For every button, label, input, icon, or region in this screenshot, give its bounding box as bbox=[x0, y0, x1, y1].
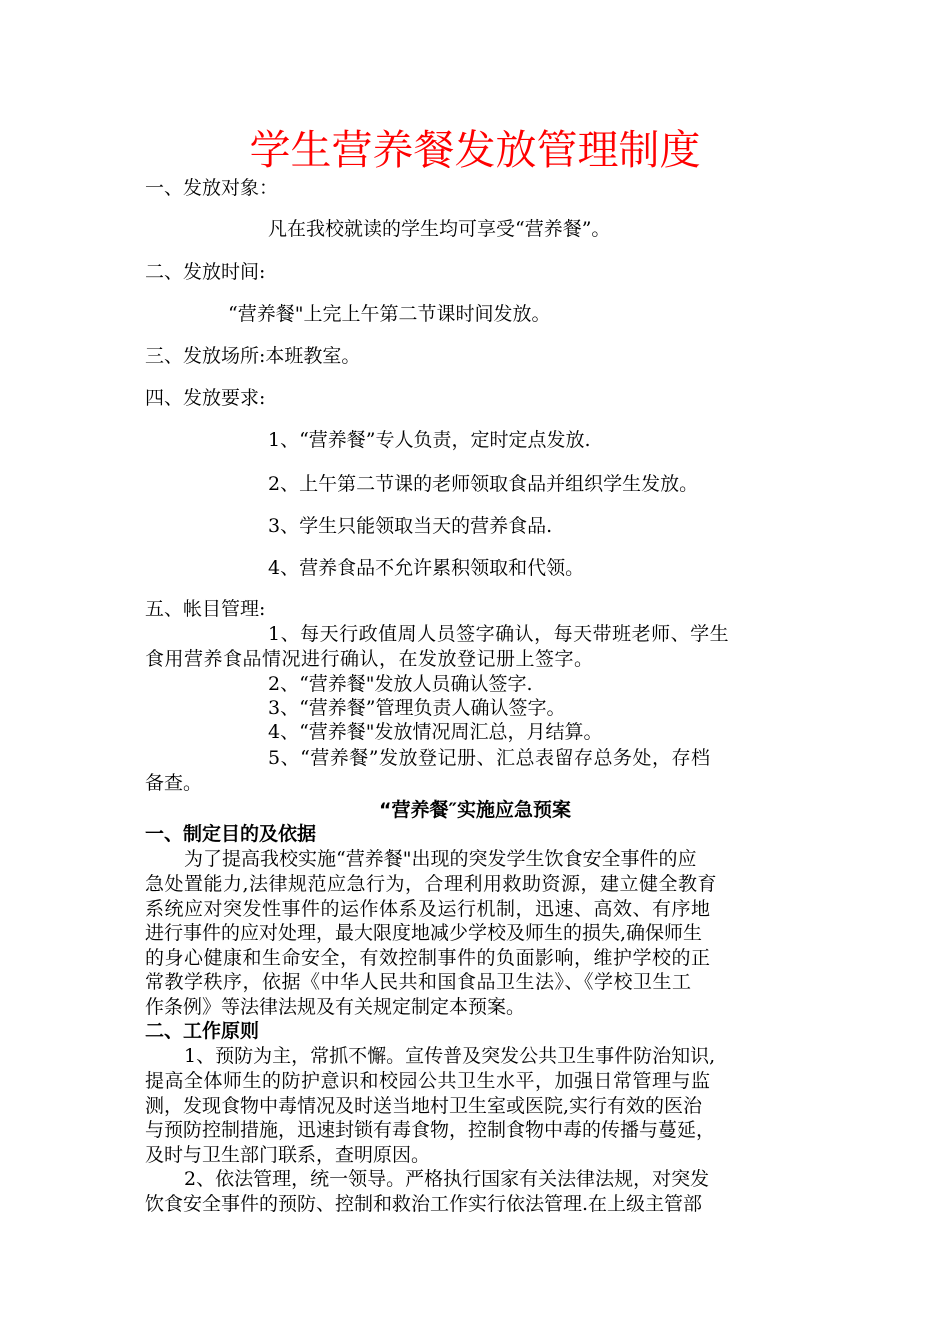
purpose-line: 的身心健康和生命安全，有效控制事件的负面影响，维护学校的正 bbox=[145, 947, 711, 969]
principles-line: 及时与卫生部门联系，查明原因。 bbox=[145, 1144, 431, 1166]
section-heading-recipients: 一、发放对象： bbox=[145, 177, 279, 199]
principles-line: 2、依法管理，统一领导。严格执行国家有关法律法规，对突发 bbox=[184, 1168, 710, 1190]
paragraph-time: “营养餐"上完上午第二节课时间发放。 bbox=[228, 303, 551, 325]
accounts-line: 1、每天行政值周人员签字确认，每天带班老师、学生 bbox=[268, 623, 730, 645]
requirement-item: 4、营养食品不允许累积领取和代领。 bbox=[268, 557, 585, 579]
purpose-line: 作条例》等法律法规及有关规定制定本预案。 bbox=[145, 996, 526, 1018]
emergency-heading-purpose: 一、制定目的及依据 bbox=[145, 823, 317, 845]
principles-line: 提高全体师生的防护意识和校园公共卫生水平，加强日常管理与监 bbox=[145, 1070, 711, 1092]
principles-line: 1、预防为主，常抓不懈。宣传普及突发公共卫生事件防治知识, bbox=[184, 1045, 716, 1067]
section-heading-requirements: 四、发放要求: bbox=[145, 387, 266, 409]
emergency-heading-principles: 二、工作原则 bbox=[145, 1020, 260, 1042]
principles-line: 测，发现食物中毒情况及时送当地村卫生室或医院,实行有效的医治 bbox=[145, 1095, 703, 1117]
principles-line: 与预防控制措施，迅速封锁有毒食物，控制食物中毒的传播与蔓延， bbox=[145, 1119, 716, 1141]
section-heading-time: 二、发放时间: bbox=[145, 261, 266, 283]
purpose-line: 为了提高我校实施“营养餐"出现的突发学生饮食安全事件的应 bbox=[184, 848, 697, 870]
emergency-plan-title: “营养餐″实施应急预案 bbox=[379, 799, 571, 821]
accounts-line: 4、“营养餐"发放情况周汇总，月结算。 bbox=[268, 721, 603, 743]
requirement-item: 2、上午第二节课的老师领取食品并组织学生发放。 bbox=[268, 473, 699, 495]
purpose-line: 急处置能力,法律规范应急行为，合理利用救助资源，建立健全教育 bbox=[145, 873, 718, 895]
accounts-line: 5、“营养餐”发放登记册、汇总表留存总务处，存档 bbox=[268, 747, 711, 769]
accounts-line: 备查。 bbox=[145, 772, 203, 794]
section-heading-accounts: 五、帐目管理: bbox=[145, 598, 266, 620]
section-heading-location: 三、发放场所:本班教室。 bbox=[145, 345, 361, 367]
paragraph-recipients: 凡在我校就读的学生均可享受“营养餐”。 bbox=[268, 218, 611, 240]
principles-line: 饮食安全事件的预防、控制和救治工作实行依法管理.在上级主管部 bbox=[145, 1193, 703, 1215]
purpose-line: 进行事件的应对处理，最大限度地减少学校及师生的损失,确保师生 bbox=[145, 922, 703, 944]
document-title: 学生营养餐发放管理制度 bbox=[249, 126, 701, 174]
requirement-item: 3、学生只能领取当天的营养食品. bbox=[268, 515, 553, 537]
accounts-line: 食用营养食品情况进行确认，在发放登记册上签字。 bbox=[145, 648, 594, 670]
accounts-line: 2、“营养餐"发放人员确认签字. bbox=[268, 673, 533, 695]
accounts-line: 3、“营养餐”管理负责人确认签字。 bbox=[268, 697, 566, 719]
requirement-item: 1、“营养餐”专人负责，定时定点发放. bbox=[268, 429, 591, 451]
purpose-line: 系统应对突发性事件的运作体系及运行机制，迅速、高效、有序地 bbox=[145, 898, 711, 920]
purpose-line: 常教学秩序，依据《中华人民共和国食品卫生法》、《学校卫生工 bbox=[145, 971, 692, 993]
